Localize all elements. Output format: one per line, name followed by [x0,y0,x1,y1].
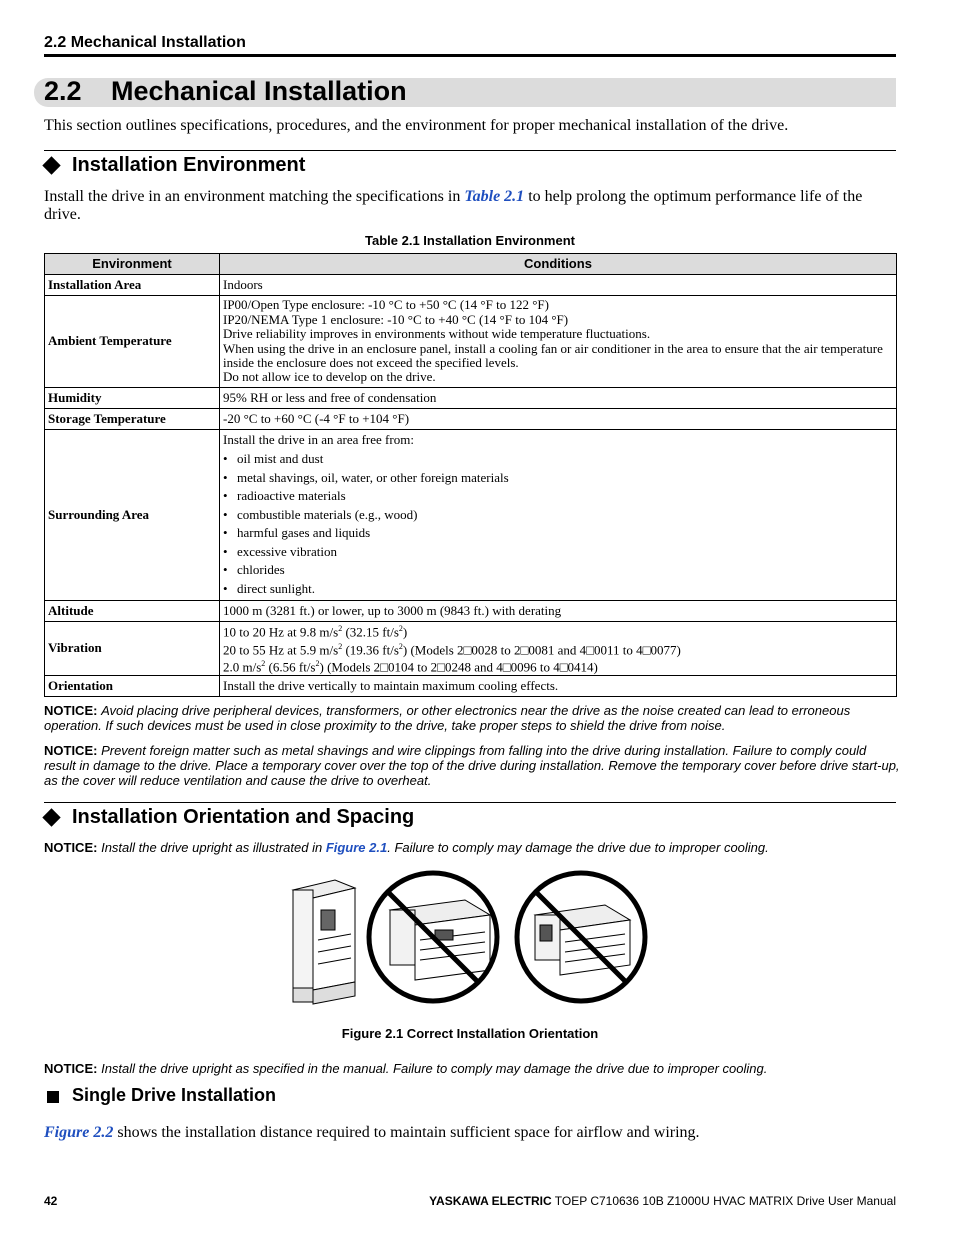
prohibited-sideways-drive-illustration [369,873,497,1001]
orientation-figure [285,870,655,1010]
notice-upright [44,1061,900,1076]
list-item: • harmful gases and liquids [223,524,893,543]
notice-foreign-matter [44,743,900,788]
page-title: Mechanical Installation [111,76,407,106]
section-heading-environment: Installation Environment [72,154,306,176]
condition-line: IP00/Open Type enclosure: -10 °C to +50 °C (14 °F to 122 °F) [223,297,549,313]
figure-caption: Figure 2.1 Correct Installation Orientation [341,1026,599,1041]
list-item: • chlorides [223,561,893,580]
notice-text: Install the drive upright as specified in the manual. Failure to comply may damage the drive due to improper cooling. [101,1061,768,1076]
row-label: Storage Temperature [45,409,220,430]
row-label: Altitude [45,601,220,622]
single-drive-paragraph [44,1124,904,1142]
superscript: 2 [315,659,320,669]
notice-text: Avoid placing drive peripheral devices, transformers, or other electronics near the drive as the noise created can lead to erroneous operation. If such devices must be used in close proximity to the drive, take proper steps to shield the drive from noise. [44,703,851,733]
table-row [45,409,897,430]
vibration-text: 2.0 m/s [223,659,262,675]
condition-line: IP20/NEMA Type 1 enclosure: -10 °C to +40 °C (14 °F to 104 °F) [223,311,569,327]
environment-paragraph [44,188,900,224]
superscript: 2 [338,624,343,633]
condition-line: When using the drive in an enclosure panel, install a cooling fan or air conditioner in the area to ensure that the air temperature inside the enclosure does not exceed the specified levels. [223,340,883,370]
notice-label: NOTICE: [44,1061,98,1076]
superscript: 2 [398,641,403,651]
table-2-1-link[interactable]: Table 2.1 [464,188,525,205]
upright-drive-illustration [293,880,355,1004]
row-value [220,622,897,676]
section-rule [44,802,896,803]
diamond-bullet-icon [42,156,60,174]
superscript: 2 [261,659,266,669]
column-header-environment: Environment [45,254,220,275]
notice-label: NOTICE: [44,703,98,718]
vibration-text: (19.36 ft/s [342,642,399,658]
row-label: Ambient Temperature [45,296,220,388]
vibration-text: ) (Models 2□0104 to 2□0248 and 4□0096 to 4□0414) [319,659,598,675]
notice-orientation [44,840,900,855]
environment-text-end: to help prolong the optimum performance life of the drive. [44,188,863,223]
intro-paragraph: This section outlines specifications, procedures, and the environment for proper mechanical installation of the drive. [44,117,789,134]
notice-noise [44,703,900,733]
table-caption: Table 2.1 Installation Environment [365,233,575,248]
row-value: Install the drive vertically to maintain maximum cooling effects. [220,676,897,697]
list-item: • excessive vibration [223,543,893,562]
superscript: 2 [338,641,343,651]
table-row [45,601,897,622]
page-number: 42 [44,1194,58,1208]
list-item: • oil mist and dust [223,450,893,469]
running-head: 2.2 Mechanical Installation [44,34,246,51]
row-label: Humidity [45,388,220,409]
section-rule [44,150,896,151]
row-value: Indoors [220,275,897,296]
notice-text: Prevent foreign matter such as metal shavings and wire clippings from falling into the drive during installation. Failure to comply could result in damage to the drive. Place a temporary cover over the top of the drive during installation. Remove the temporary cover before drive start-up, as the cover will reduce ventilation and cause the drive to overheat. [44,743,900,788]
figure-2-2-link[interactable]: Figure 2.2 [44,1124,114,1141]
condition-line: Do not allow ice to develop on the drive. [223,369,436,385]
vibration-text: 20 to 55 Hz at 5.9 m/s [223,642,339,658]
vibration-text: ) [402,624,408,640]
row-value [220,430,897,601]
vibration-text: (32.15 ft/s [342,624,399,640]
footer-document-title [429,1194,896,1208]
notice-label: NOTICE: [44,743,98,758]
condition-line [223,622,893,640]
list-item: • combustible materials (e.g., wood) [223,506,893,525]
column-header-conditions: Conditions [220,254,897,275]
condition-line [223,640,893,658]
figure-2-1-link[interactable]: Figure 2.1 [325,840,388,855]
section-number: 2.2 [44,76,82,106]
footer-doc: TOEP C710636 10B Z1000U HVAC MATRIX Drive User Manual [551,1194,896,1208]
installation-environment-table [44,253,897,697]
table-row [45,622,897,676]
row-value: 1000 m (3281 ft.) or lower, up to 3000 m (9843 ft.) with derating [220,601,897,622]
row-value: -20 °C to +60 °C (-4 °F to +104 °F) [220,409,897,430]
list-item: • metal shavings, oil, water, or other foreign materials [223,469,893,488]
square-bullet-icon [47,1091,59,1103]
row-label: Vibration [45,622,220,676]
environment-text: Install the drive in an environment matching the specifications in [44,188,465,205]
notice-text: . Failure to comply may damage the drive due to improper cooling. [387,840,769,855]
diamond-bullet-icon [42,808,60,826]
condition-line: Install the drive in an area free from: [223,432,414,448]
footer-brand: YASKAWA ELECTRIC [429,1194,552,1208]
table-row [45,275,897,296]
list-item: • direct sunlight. [223,580,893,599]
table-row [45,296,897,388]
table-row [45,388,897,409]
condition-line [223,657,893,675]
notice-label: NOTICE: [44,840,98,855]
condition-line: Drive reliability improves in environments without wide temperature fluctuations. [223,326,651,342]
table-header-row [45,254,897,275]
single-drive-text: shows the installation distance required to maintain sufficient space for airflow and wiring. [113,1124,700,1141]
row-label: Installation Area [45,275,220,296]
superscript: 2 [398,624,403,633]
row-value: 95% RH or less and free of condensation [220,388,897,409]
prohibited-flat-drive-illustration [517,873,645,1001]
header-rule [44,54,896,57]
table-row [45,430,897,601]
row-label: Surrounding Area [45,430,220,601]
list-item: • radioactive materials [223,487,893,506]
section-heading-orientation: Installation Orientation and Spacing [72,806,415,828]
vibration-text: (6.56 ft/s [265,659,316,675]
row-label: Orientation [45,676,220,697]
subsection-heading-single-drive: Single Drive Installation [72,1085,277,1105]
vibration-text: 10 to 20 Hz at 9.8 m/s [223,624,339,640]
vibration-text: ) (Models 2□0028 to 2□0081 and 4□0011 to 4□0077) [402,642,681,658]
notice-text: Install the drive upright as illustrated in [101,840,326,855]
table-row [45,676,897,697]
row-value [220,296,897,388]
